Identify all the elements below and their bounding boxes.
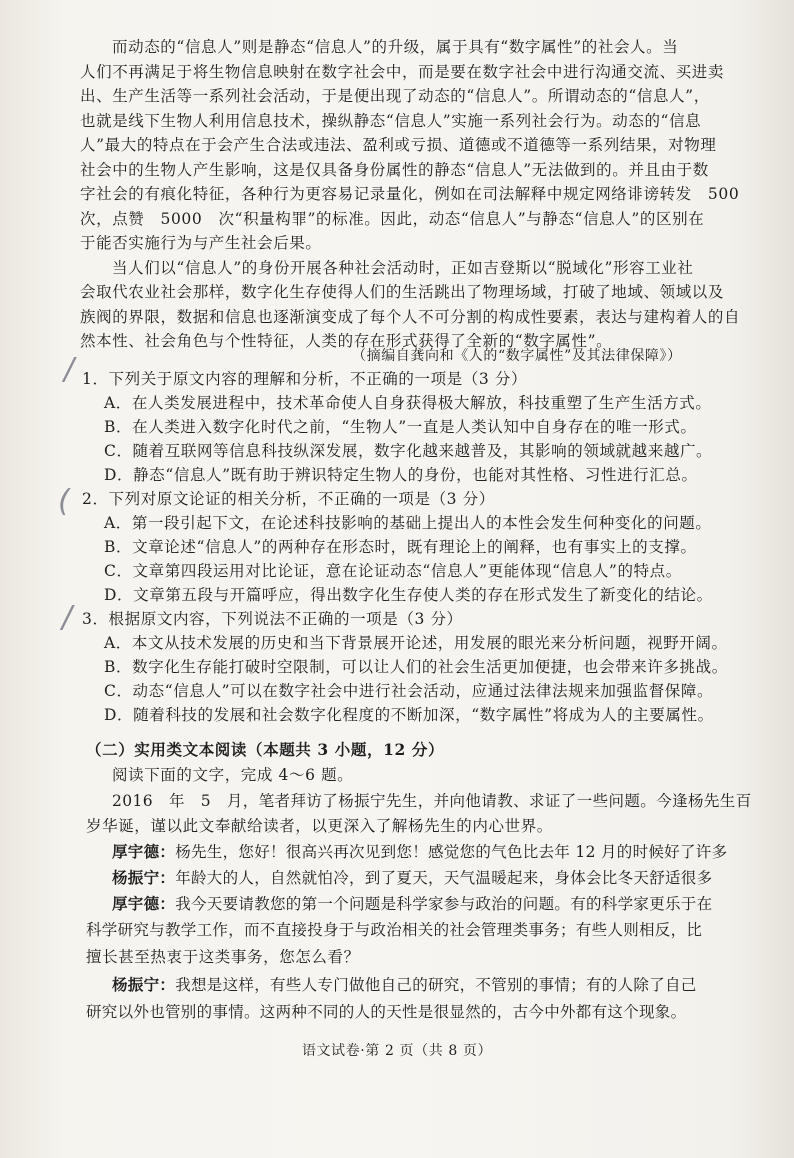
- page-footer: 语文试卷·第 2 页（共 8 页）: [301, 1043, 493, 1059]
- passage-line: 社会中的生物人产生影响，这是仅具备身份属性的静态“信息人”无法做到的。并且由于数: [80, 161, 709, 179]
- dialogue-line: 科学研究与教学工作，而不直接投身于与政治相关的社会管理类事务；有些人则相反，比: [86, 921, 703, 939]
- passage-line: 字社会的有痕化特征，各种行为更容易记录量化，例如在司法解释中规定网络诽谤转发 500: [80, 185, 740, 203]
- passage-line: 会取代农业社会那样，数字化生存使得人们的生活跳出了物理场域，打破了地域、领域以及: [80, 283, 725, 301]
- question-1-option-b: B．在人类进入数字化时代之前，“生物人”一直是人类认知中自身存在的唯一形式。: [104, 418, 697, 436]
- passage-line: 而动态的“信息人”则是静态“信息人”的升级，属于具有“数字属性”的社会人。当: [112, 38, 679, 56]
- question-3-stem: 3．根据原文内容，下列说法不正确的一项是（3 分）: [82, 610, 463, 628]
- passage-line: 于能否实施行为与产生社会后果。: [80, 234, 322, 252]
- question-3-option-d: D．随着科技的发展和社会数字化程度的不断加深，“数字属性”将成为人的主要属性。: [104, 706, 714, 724]
- article-line: 岁华诞，谨以此文奉献给读者，以更深入了解杨先生的内心世界。: [86, 817, 553, 835]
- dialogue-line: [112, 841, 727, 863]
- handwritten-mark-q2: (: [58, 484, 70, 519]
- speaker-name: 杨振宁：: [112, 975, 176, 994]
- dialogue-line: 擅长甚至热衷于这类事务，您怎么看？: [86, 948, 360, 966]
- passage-line: 族阀的界限，数据和信息也逐渐演变成了每个人不可分割的构成性要素，表达与建构着人的自: [80, 308, 741, 326]
- dialogue-line: [112, 867, 712, 889]
- question-3-option-a: A．本文从技术发展的历史和当下背景展开论述，用发展的眼光来分析问题，视野开阔。: [104, 634, 728, 652]
- question-1-option-a: A．在人类发展进程中，技术革命使人自身获得极大解放，科技重塑了生产生活方式。: [104, 394, 712, 412]
- question-3-option-c: C．动态“信息人”可以在数字社会中进行社会活动，应通过法律法规来加强监督保障。: [104, 682, 714, 700]
- dialogue-line: 研究以外也管别的事情。这两种不同的人的天性是很显然的，古今中外都有这个现象。: [86, 1003, 687, 1021]
- passage-line: 然本性、社会角色与个性特征，人类的存在形式获得了全新的“数字属性”。: [80, 332, 613, 350]
- speaker-name: 厚宇德：: [112, 894, 176, 913]
- speaker-name: 杨振宁：: [112, 868, 176, 887]
- question-2-option-c: C．文章第四段运用对比论证，意在论证动态“信息人”更能体现“信息人”的特点。: [104, 562, 682, 580]
- passage-line: 人”最大的特点在于会产生合法或违法、盈利或亏损、道德或不道德等一系列结果，对物理: [80, 136, 717, 154]
- passage-line: 当人们以“信息人”的身份开展各种社会活动时，正如吉登斯以“脱域化”形容工业社: [112, 259, 694, 277]
- passage-line: 人们不再满足于将生物信息映射在数字社会中，而是要在数字社会中进行沟通交流、买进卖: [80, 63, 725, 81]
- dialogue-text: 杨先生，您好！很高兴再次见到您！感觉您的气色比去年 12 月的时候好了许多: [175, 843, 728, 861]
- passage-line: 也就是线下生物人利用信息技术，操纵静态“信息人”实施一系列社会行为。动态的“信息: [80, 112, 702, 130]
- question-2-option-d: D．文章第五段与开篇呼应，得出数字化生存使人类的存在形式发生了新变化的结论。: [104, 586, 713, 604]
- question-2-stem: 2．下列对原文论证的相关分析，不正确的一项是（3 分）: [82, 490, 495, 508]
- passage-line: 次，点赞 5000 次“积量构罪”的标准。因此，动态“信息人”与静态“信息人”的区别在: [80, 210, 705, 228]
- handwritten-mark-q1: /: [64, 352, 75, 387]
- dialogue-line: [112, 893, 712, 915]
- dialogue-line: [112, 974, 697, 996]
- question-2-option-a: A．第一段引起下文，在论述科技影响的基础上提出人的本性会发生何种变化的问题。: [104, 514, 712, 532]
- article-line: 2016 年 5 月，笔者拜访了杨振宁先生，并向他请教、求证了一些问题。今逢杨先生百: [112, 792, 752, 810]
- speaker-name: 厚宇德：: [112, 842, 176, 861]
- handwritten-mark-q3: /: [62, 600, 73, 635]
- question-1-option-d: D．静态“信息人”既有助于辨识特定生物人的身份，也能对其性格、习性进行汇总。: [104, 466, 698, 484]
- passage-line: 出、生产生活等一系列社会活动，于是便出现了动态的“信息人”。所谓动态的“信息人”，: [80, 87, 710, 105]
- question-3-option-b: B．数字化生存能打破时空限制，可以让人们的社会生活更加便捷，也会带来许多挑战。: [104, 658, 728, 676]
- question-1-option-c: C．随着互联网等信息科技纵深发展，数字化越来越普及，其影响的领域就越来越广。: [104, 442, 713, 460]
- passage-source: （摘编自龚向和《人的“数字属性”及其法律保障》）: [352, 348, 682, 364]
- question-1-stem: 1．下列关于原文内容的理解和分析，不正确的一项是（3 分）: [82, 370, 528, 388]
- dialogue-text: 年龄大的人，自然就怕冷，到了夏天，天气温暖起来，身体会比冬天舒适很多: [175, 869, 713, 887]
- dialogue-text: 我今天要请教您的第一个问题是科学家参与政治的问题。有的科学家更乐于在: [175, 895, 713, 913]
- section-heading: （二）实用类文本阅读（本题共 3 小题，12 分）: [86, 740, 445, 759]
- dialogue-text: 我想是这样，有些人专门做他自己的研究，不管别的事情；有的人除了自己: [175, 976, 697, 994]
- question-2-option-b: B．文章论述“信息人”的两种存在形态时，既有理论上的阐释，也有事实上的支撑。: [104, 538, 697, 556]
- section-instruction: 阅读下面的文字，完成 4～6 题。: [112, 766, 354, 784]
